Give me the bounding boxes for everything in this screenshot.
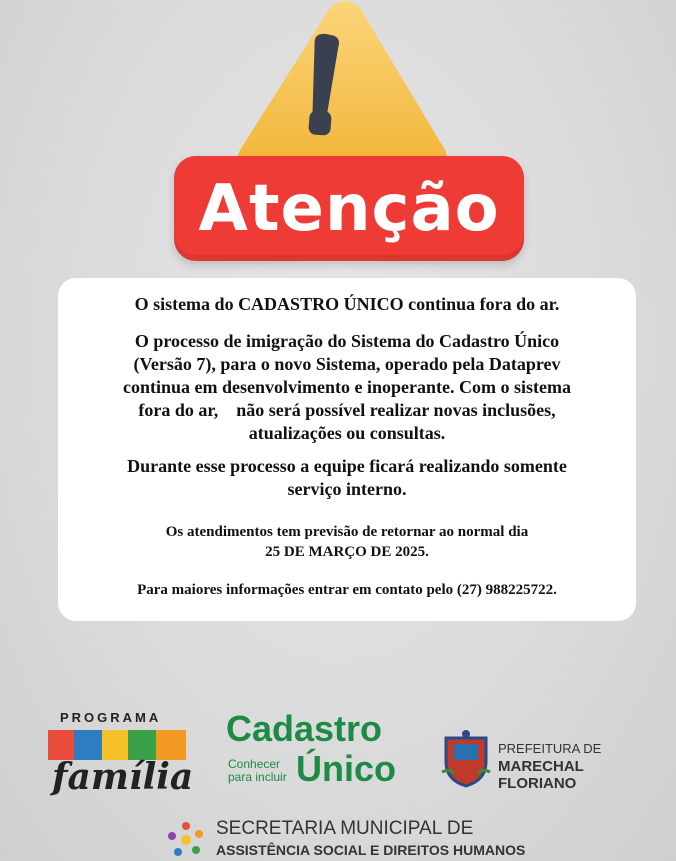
cadastro-title: Cadastro — [226, 708, 383, 749]
notice-paragraph-2 — [58, 455, 636, 501]
banner-title: Atenção — [198, 171, 500, 246]
tagline-line: Conhecer — [228, 757, 281, 771]
notice-p3-line: 25 DE MARÇO DE 2025. — [265, 544, 429, 560]
cadastro-unico-logo — [226, 708, 401, 798]
prefeitura-line-2: MARECHAL FLORIANO — [498, 758, 584, 792]
bolsa-familia-program: PROGRAMA — [60, 710, 162, 725]
notice-contact: Para maiores informações entrar em contato pelo (27) 988225722. — [137, 582, 557, 598]
tagline-line: para incluir — [228, 770, 287, 784]
notice-p1-line: fora do ar, não será possível realizar novas inclusões, — [138, 400, 556, 420]
secretaria-line-1: SECRETARIA MUNICIPAL DE — [216, 818, 474, 839]
secretaria-logo — [166, 818, 566, 861]
notice-paragraph-3 — [58, 522, 636, 562]
notice-p3-line: Os atendimentos tem previsão de retornar ao normal dia — [165, 524, 529, 540]
cadastro-unico-word: Único — [296, 748, 397, 789]
prefeitura-line-1: PREFEITURA DE — [498, 741, 602, 756]
secretaria-line-2: ASSISTÊNCIA SOCIAL E DIREITOS HUMANOS — [216, 842, 526, 858]
notice-card — [58, 278, 636, 621]
notice-headline: O sistema do CADASTRO ÚNICO continua fora do ar. — [134, 294, 560, 314]
prefeitura-logo — [440, 728, 665, 792]
notice-p2-line: Durante esse processo a equipe ficará realizando somente — [127, 456, 567, 476]
bolsa-familia-logo — [48, 710, 198, 800]
cadastro-tagline — [228, 758, 287, 784]
notice-p1-line: (Versão 7), para o novo Sistema, operado pela Dataprev — [133, 354, 561, 374]
bolsa-familia-word: família — [52, 756, 194, 798]
people-circle-icon — [166, 820, 206, 860]
notice-p2-line: serviço interno. — [287, 479, 407, 499]
notice-p1-line: atualizações ou consultas. — [248, 423, 446, 443]
notice-paragraph-1 — [58, 330, 636, 445]
attention-banner — [174, 156, 524, 261]
notice-p1-line: continua em desenvolvimento e inoperante. Com o sistema — [123, 377, 571, 397]
municipal-crest-icon — [440, 728, 492, 788]
footer-logos — [0, 700, 676, 861]
notice-p1-line: O processo de imigração do Sistema do Cadastro Único — [134, 331, 560, 351]
